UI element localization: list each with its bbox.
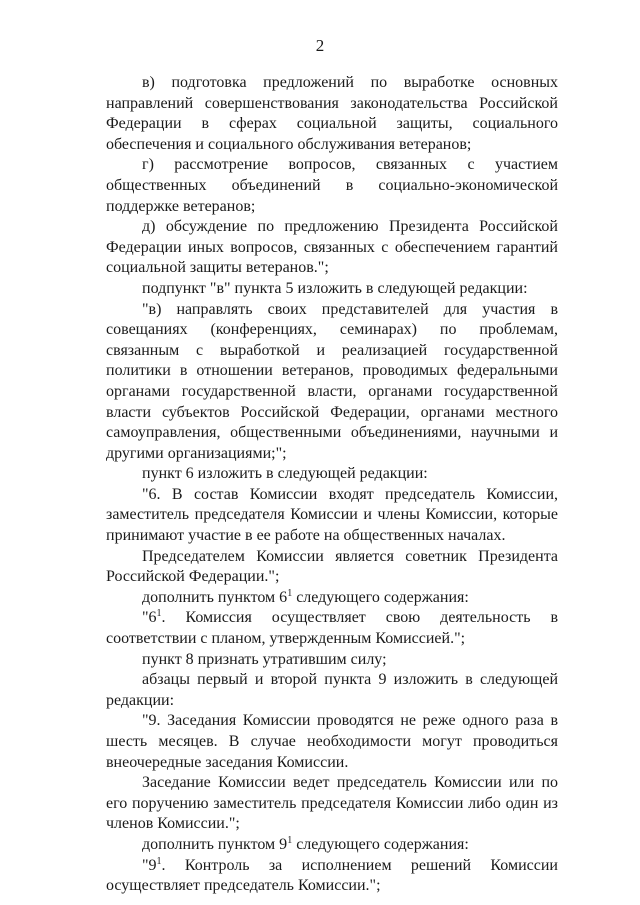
- paragraph-item-d: д) обсуждение по предложению Президента Российской Федерации иных вопросов, связанных с обеспечением гарантий социальной защиты ветеранов.";: [106, 218, 558, 277]
- text-segment: "6: [142, 609, 157, 627]
- paragraph-new-5v: "в) направлять своих представителей для участия в совещаниях (конференциях, семинарах) по проблемам, связанным с выработкой и реализацией государственной политики в отношении ветеранов, проводимых федеральными органами государственной власти, органами государственной власти субъектов Российской Федерации, органами местного самоуправления, общественными объединениями, научными и другими организациями;";: [106, 300, 558, 462]
- paragraph-new-6: "6. В состав Комиссии входят председатель Комиссии, заместитель председателя Комиссии и члены Комиссии, которые принимают участие в ее работе на общественных началах.: [106, 485, 558, 545]
- paragraph-amend-6: пункт 6 изложить в следующей редакции:: [142, 465, 428, 483]
- paragraph-item-g: г) рассмотрение вопросов, связанных с участием общественных объединений в социально-экономической поддержке ветеранов;: [106, 156, 558, 215]
- superscript: 1: [156, 855, 162, 867]
- text-segment: . Контроль за исполнением решений Комиссии осуществляет председатель Комиссии.";: [106, 856, 558, 895]
- paragraph-new-6-1: [106, 608, 558, 649]
- paragraph-new-9: "9. Заседания Комиссии проводятся не реже одного раза в шесть месяцев. В случае необходимости могут проводиться внеочередные заседания Комиссии.: [106, 712, 558, 771]
- text-segment: дополнить пунктом 9: [142, 835, 288, 853]
- text-segment: "9: [142, 856, 157, 874]
- page-number: 2: [315, 36, 325, 55]
- text-segment: . Комиссия осуществляет свою деятельность в соответствии с планом, утвержденным Комиссией.";: [106, 609, 558, 648]
- paragraph-meeting-chair: Заседание Комиссии ведет председатель Комиссии или по его поручению заместитель председателя Комиссии либо один из членов Комиссии.";: [106, 774, 558, 833]
- text-segment: следующего содержания:: [292, 588, 469, 606]
- superscript: 1: [287, 587, 293, 599]
- paragraph-amend-5v: подпункт "в" пункта 5 изложить в следующей редакции:: [142, 279, 528, 297]
- document-body: [106, 73, 558, 897]
- text-segment: дополнить пунктом 6: [142, 588, 288, 606]
- paragraph-new-9-1: [106, 856, 558, 897]
- paragraph-chairman: Председателем Комиссии является советник Президента Российской Федерации.";: [106, 547, 558, 586]
- paragraph-add-6-1: [106, 588, 558, 609]
- paragraph-add-9-1: [106, 835, 558, 856]
- superscript: 1: [287, 834, 293, 846]
- text-segment: следующего содержания:: [292, 835, 469, 853]
- paragraph-repeal-8: пункт 8 признать утратившим силу;: [142, 650, 387, 668]
- paragraph-amend-9: абзацы первый и второй пункта 9 изложить в следующей редакции:: [106, 671, 558, 709]
- paragraph-item-v: в) подготовка предложений по выработке основных направлений совершенствования законодательства Российской Федерации в сферах социальной защиты, социального обеспечения и социального обслуживания ветеранов;: [106, 74, 558, 153]
- superscript: 1: [156, 608, 162, 620]
